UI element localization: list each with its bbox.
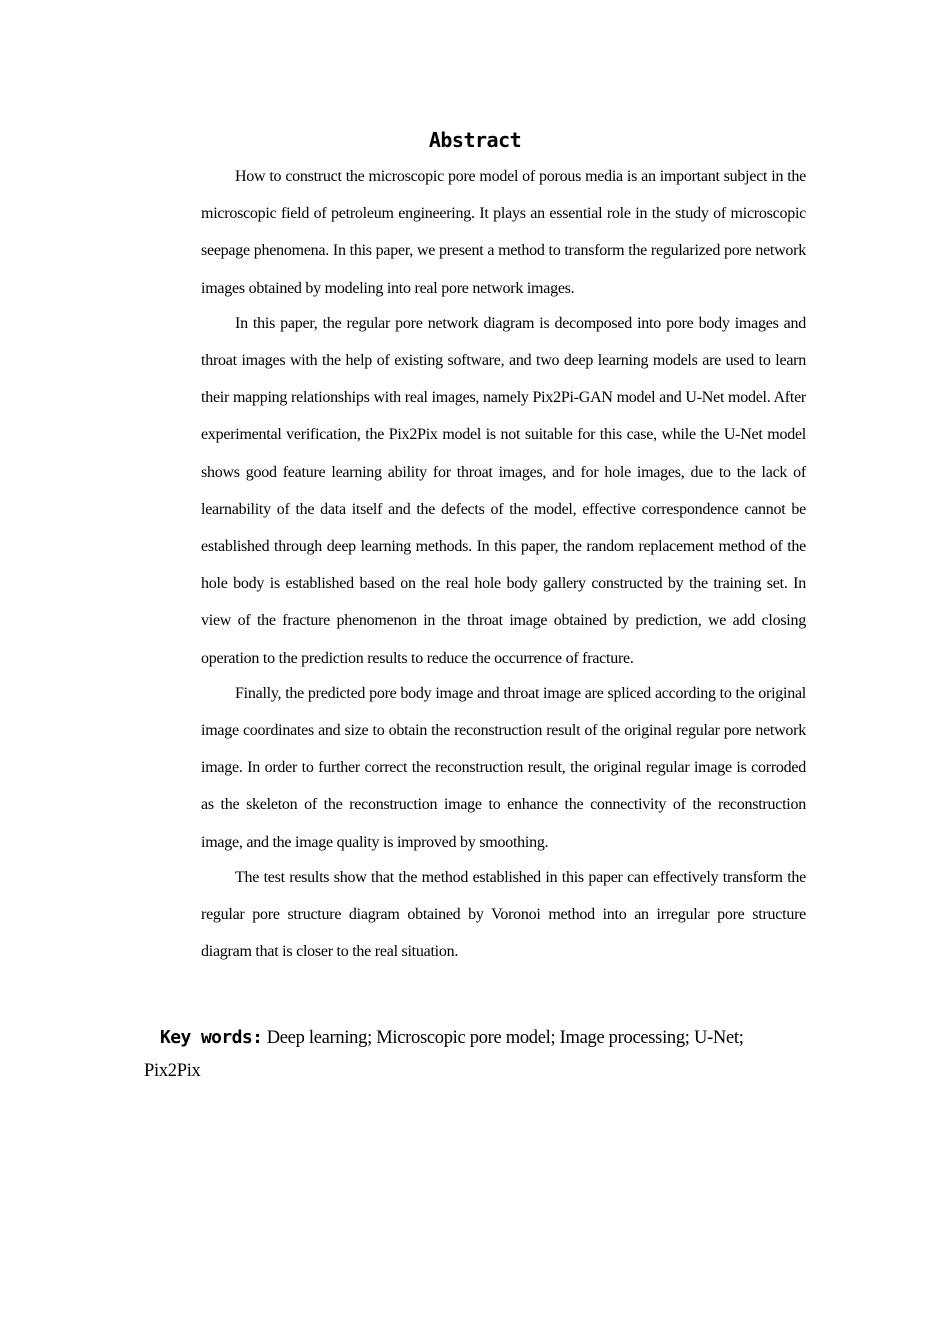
abstract-body xyxy=(201,158,806,970)
abstract-title: Abstract xyxy=(428,128,522,152)
keywords xyxy=(144,1021,794,1088)
abstract-paragraph: Finally, the predicted pore body image and throat image are spliced according to the original image coordinates and size to obtain the reconstruction result of the original regular pore network image. In order to further correct the reconstruction result, the original regular image is corroded as the skeleton of the reconstruction image to enhance the connectivity of the reconstruction image, and the image quality is improved by smoothing. xyxy=(201,684,806,851)
abstract-paragraph: In this paper, the regular pore network diagram is decomposed into pore body images and throat images with the help of existing software, and two deep learning models are used to learn their mapping relationships with real images, namely Pix2Pi-GAN model and U-Net model. After experimental verification, the Pix2Pix model is not suitable for this case, while the U-Net model shows good feature learning ability for throat images, and for hole images, due to the lack of learnability of the data itself and the defects of the model, effective correspondence cannot be established through deep learning methods. In this paper, the random replacement method of the hole body is established based on the real hole body gallery constructed by the training set. In view of the fracture phenomenon in the throat image obtained by prediction, we add closing operation to the prediction results to reduce the occurrence of fracture. xyxy=(201,314,806,667)
abstract-paragraph: How to construct the microscopic pore model of porous media is an important subject in the microscopic field of petroleum engineering. It plays an essential role in the study of microscopic seepage phenomena. In this paper, we present a method to transform the regularized pore network images obtained by modeling into real pore network images. xyxy=(201,168,806,297)
abstract-paragraph: The test results show that the method established in this paper can effectively transform the regular pore structure diagram obtained by Voronoi method into an irregular pore structure diagram that is closer to the real situation. xyxy=(201,868,806,961)
keywords-label: Key words: xyxy=(160,1027,263,1048)
keywords-text: Deep learning; Microscopic pore model; Image processing; U-Net; Pix2Pix xyxy=(144,1028,744,1081)
